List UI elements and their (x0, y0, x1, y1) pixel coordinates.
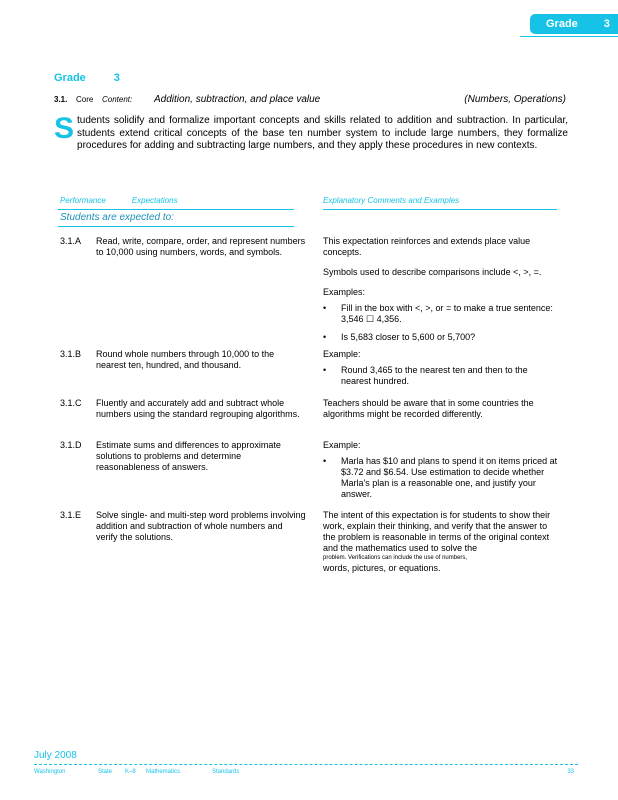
grade-tab-number: 3 (603, 18, 610, 30)
students-rule (58, 226, 294, 227)
grade-tab (530, 14, 618, 34)
footer-word: Washington (34, 769, 66, 775)
grade-tab-label: Grade (546, 18, 578, 30)
explanatory-comments (323, 398, 559, 429)
examples-list (323, 365, 559, 387)
expectation-description: Fluently and accurately add and subtract whole numbers using the standard regrouping algorithms. (96, 398, 300, 419)
core-content-line (54, 94, 566, 108)
comment-paragraph: Teachers should be aware that in some countries the algorithms might be recorded differently. (323, 398, 534, 419)
grade-heading (54, 72, 120, 84)
intro-paragraph (54, 112, 568, 153)
intro-text: tudents solidify and formalize important concepts and skills related to addition and subtraction. In particular, students extend critical concepts of the base ten number system to include large numbers, they formalize procedures for adding and subtracting large numbers, and they apply these procedures in new contexts. (77, 115, 568, 151)
expectation-description: Solve single- and multi-step word problems involving addition and subtraction of whole numbers and verify the solutions. (96, 510, 306, 542)
performance-expectations-header (60, 196, 178, 205)
right-header-rule (323, 209, 557, 210)
footer-rule (34, 764, 578, 765)
footer-word: Mathematics (146, 769, 181, 775)
expectation-description: Round whole numbers through 10,000 to the nearest ten, hundred, and thousand. (96, 349, 275, 370)
expectation-code: 3.1.E (60, 510, 82, 520)
core-title: Addition, subtraction, and place value (154, 94, 321, 105)
expectation-code: 3.1.A (60, 236, 82, 246)
core-label: Core (76, 95, 94, 104)
examples-label: Examples: (323, 287, 366, 297)
comment-paragraph: The intent of this expectation is for students to show their work, explain their thinking, and verify that the answer to the problem is reasonable in terms of the original context and the mathematics used to solve the (323, 510, 551, 553)
core-strand: (Numbers, Operations) (464, 94, 566, 105)
expectations-label: Expectations (131, 196, 178, 205)
comment-paragraph: This expectation reinforces and extends place value concepts. (323, 236, 531, 257)
explanatory-header: Explanatory Comments and Examples (323, 196, 460, 205)
explanatory-comments (323, 510, 559, 574)
examples-label: Example: (323, 440, 361, 450)
core-number: 3.1. (54, 95, 68, 104)
footer (34, 769, 578, 781)
examples-list (323, 303, 559, 343)
explanatory-comments (323, 349, 559, 394)
content-label: Content: (102, 95, 133, 104)
example-item: • Fill in the box with <, >, or = to make a true sentence: 3,546 ☐ 4,356. (323, 303, 559, 325)
example-item: • Is 5,683 closer to 5,600 or 5,700? (323, 332, 559, 343)
grade-heading-label: Grade (54, 72, 86, 84)
explanatory-comments (323, 440, 559, 507)
expectation-code: 3.1.B (60, 349, 82, 359)
expectation-code: 3.1.C (60, 398, 82, 408)
tab-underline (520, 36, 618, 37)
expectation-description: Estimate sums and differences to approximate solutions to problems and determine reasonableness of answers. (96, 440, 281, 472)
left-header-rule (58, 209, 294, 210)
examples-label: Example: (323, 349, 361, 359)
performance-label: Performance (60, 196, 106, 205)
page-number: 33 (567, 769, 574, 775)
comment-paragraph: words, pictures, or equations. (323, 563, 441, 573)
expectation-code: 3.1.D (60, 440, 82, 450)
intro-dropcap: S (54, 112, 75, 145)
expectation-description: Read, write, compare, order, and represent numbers to 10,000 using numbers, words, and symbols. (96, 236, 306, 257)
students-expected-to: Students are expected to: (60, 212, 174, 223)
footer-word: State (98, 769, 113, 775)
footer-date: July 2008 (34, 750, 77, 761)
examples-list (323, 456, 559, 500)
example-item: • Round 3,465 to the nearest ten and then to the nearest hundred. (323, 365, 559, 387)
footer-word: Standards (212, 769, 240, 775)
comment-paragraph: Symbols used to describe comparisons include <, >, =. (323, 267, 542, 277)
grade-heading-number: 3 (113, 72, 120, 84)
footer-word: K–8 (125, 769, 136, 775)
explanatory-comments (323, 236, 559, 350)
comment-paragraph-small: problem. Verifications can include the use of numbers, (323, 555, 468, 561)
example-item: • Marla has $10 and plans to spend it on items priced at $3.72 and $6.54. Use estimation to decide whether Marla's plan is a reasonable one, and justify your answer. (323, 456, 559, 500)
